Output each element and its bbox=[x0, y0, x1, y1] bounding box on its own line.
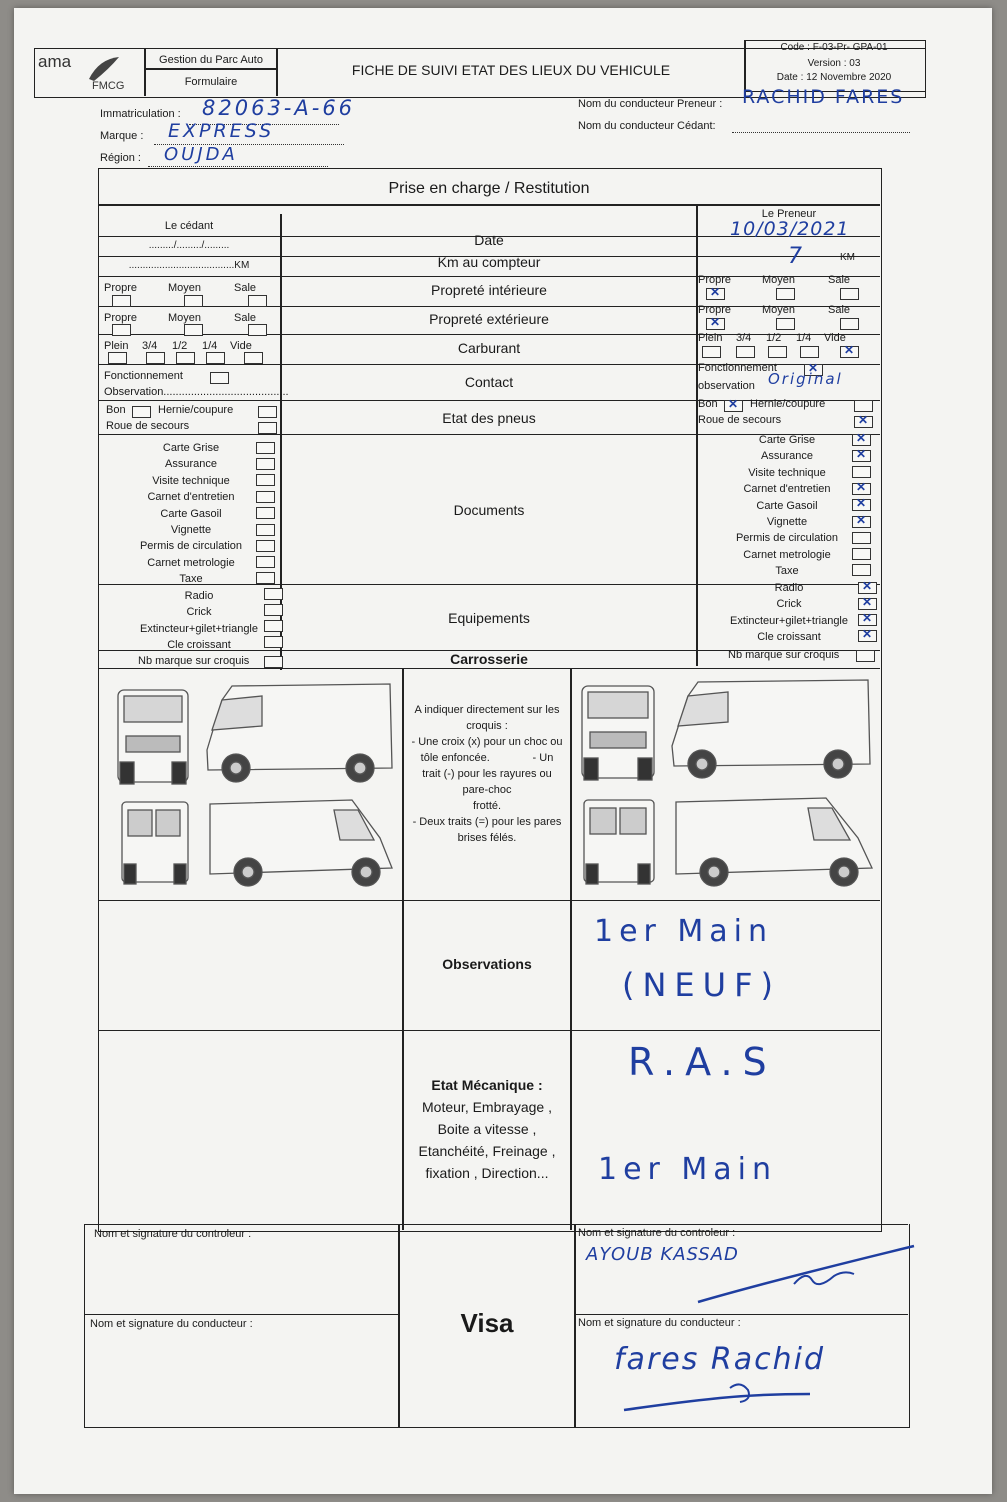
preneur-equip-item: Cle croissant bbox=[757, 631, 821, 644]
gestion-label: Gestion du Parc Auto bbox=[159, 54, 263, 66]
row-mecanique bbox=[404, 1074, 570, 1184]
cedant-ext-sale-checkbox[interactable] bbox=[248, 324, 267, 336]
preneur-fuel-plein-checkbox[interactable] bbox=[702, 346, 721, 358]
cedant-equip-checkbox[interactable] bbox=[264, 620, 283, 632]
preneur-fuel-14-label: 1/4 bbox=[796, 332, 812, 344]
preneur-ext-sale-checkbox[interactable] bbox=[840, 318, 859, 330]
cedant-doc-item: Carte Grise bbox=[162, 442, 220, 454]
preneur-fuel-plein-label: Plein bbox=[698, 332, 723, 344]
preneur-nb-marque-label: Nb marque sur croquis bbox=[728, 649, 840, 661]
cedant-ext-sale-label: Sale bbox=[234, 312, 257, 324]
preneur-equip-checkbox[interactable] bbox=[858, 614, 877, 626]
cedant-doc-checkbox[interactable] bbox=[256, 491, 275, 503]
row-observations: Observations bbox=[442, 956, 532, 972]
cedant-int-moyen-checkbox[interactable] bbox=[184, 295, 203, 307]
preneur-doc-checkbox[interactable] bbox=[852, 516, 871, 528]
preneur-int-moyen-label: Moyen bbox=[762, 274, 796, 286]
mecanique-line: Etanchéité, Freinage , bbox=[418, 1143, 556, 1159]
controleur-signature-stroke-icon bbox=[694, 1240, 924, 1310]
preneur-equip-checkbox[interactable] bbox=[858, 630, 877, 642]
preneur-controleur-label: Nom et signature du controleur : bbox=[578, 1227, 736, 1239]
cedant-fuel-14-checkbox[interactable] bbox=[206, 352, 225, 364]
marque-value: EXPRESS bbox=[168, 120, 275, 142]
preneur-fuel-14-checkbox[interactable] bbox=[800, 346, 819, 358]
row-carburant: Carburant bbox=[457, 340, 521, 356]
preneur-mecanique-line2[interactable]: 1er Main bbox=[598, 1152, 778, 1187]
row-equipements: Equipements bbox=[448, 610, 530, 626]
mecanique-title: Etat Mécanique : bbox=[431, 1077, 543, 1093]
cedant-doc-checkbox[interactable] bbox=[256, 572, 275, 584]
cedant-int-propre-checkbox[interactable] bbox=[112, 295, 131, 307]
cedant-fuel-14-label: 1/4 bbox=[202, 340, 218, 352]
cedant-header: Le cédant bbox=[164, 220, 214, 232]
preneur-fuel-vide-label: Vide bbox=[824, 332, 846, 344]
croquis-note-line: - Deux traits (=) pour les pares bbox=[412, 816, 562, 828]
form-date: Date : 12 Novembre 2020 bbox=[776, 72, 892, 83]
croquis-note-line: frotté. bbox=[472, 800, 502, 812]
cedant-fonctionnement-label: Fonctionnement bbox=[104, 370, 183, 382]
preneur-equip-item: Crick bbox=[776, 598, 802, 611]
cedant-doc-checkbox[interactable] bbox=[256, 442, 275, 454]
logo-sub: FMCG bbox=[92, 80, 125, 92]
preneur-int-sale-checkbox[interactable] bbox=[840, 288, 859, 300]
cedant-controleur-label: Nom et signature du controleur : bbox=[94, 1228, 252, 1240]
row-carrosserie: Carrosserie bbox=[450, 651, 528, 667]
form-sheet bbox=[14, 8, 992, 1494]
row-prop-ext: Propreté extérieure bbox=[429, 311, 549, 327]
cedant-doc-item: Carnet d'entretien bbox=[147, 491, 235, 504]
preneur-equip-item: Radio bbox=[774, 582, 804, 594]
croquis-note-line: croquis : bbox=[466, 720, 508, 732]
immat-value: 82063-A-66 bbox=[202, 96, 356, 120]
preneur-doc-checkbox[interactable] bbox=[852, 450, 871, 462]
cedant-fuel-vide-label: Vide bbox=[230, 340, 252, 352]
croquis-note-line: - Une croix (x) pour un choc ou bbox=[411, 736, 563, 748]
preneur-conducteur-signature[interactable]: fares Rachid bbox=[614, 1342, 826, 1377]
preneur-observation-label: observation bbox=[698, 380, 755, 392]
preneur-fuel-34-checkbox[interactable] bbox=[736, 346, 755, 358]
row-contact: Contact bbox=[464, 374, 514, 390]
row-km: Km au compteur bbox=[437, 254, 541, 270]
preneur-conducteur-label: Nom et signature du conducteur : bbox=[578, 1317, 741, 1329]
cedant-doc-checkbox[interactable] bbox=[256, 507, 275, 519]
company-logo bbox=[36, 50, 142, 94]
croquis-note bbox=[404, 702, 570, 846]
cedant-doc-checkbox[interactable] bbox=[256, 474, 275, 486]
row-pneus: Etat des pneus bbox=[442, 410, 536, 426]
cedant-doc-item: Visite technique bbox=[152, 474, 230, 487]
page-title: FICHE DE SUIVI ETAT DES LIEUX DU VEHICULE bbox=[351, 62, 671, 78]
cedant-int-sale-checkbox[interactable] bbox=[248, 295, 267, 307]
cedant-fonctionnement-checkbox[interactable] bbox=[210, 372, 229, 384]
preneur-roue-label: Roue de secours bbox=[698, 414, 782, 426]
row-prop-int: Propreté intérieure bbox=[431, 282, 547, 298]
preneur-bon-label: Bon bbox=[698, 398, 718, 410]
cedant-int-propre-label: Propre bbox=[104, 282, 138, 294]
croquis-note-line: A indiquer directement sur les bbox=[414, 704, 560, 716]
croquis-note-line: tôle enfoncée. - Un bbox=[420, 752, 554, 764]
preneur-doc-item: Permis de circulation bbox=[735, 532, 839, 545]
preneur-value: RACHID FARES bbox=[742, 86, 905, 108]
preneur-nb-marque-checkbox[interactable] bbox=[856, 650, 875, 662]
region-value: OUJDA bbox=[164, 144, 238, 165]
cedant-equip-checkbox[interactable] bbox=[264, 636, 283, 648]
preneur-ext-propre-label: Propre bbox=[698, 304, 732, 316]
preneur-doc-item: Visite technique bbox=[748, 466, 826, 479]
cedant-doc-item: Vignette bbox=[170, 524, 212, 537]
cedant-equip-item: Extincteur+gilet+triangle bbox=[139, 622, 258, 635]
preneur-doc-item: Carnet d'entretien bbox=[743, 483, 831, 496]
preneur-observations-line1[interactable]: 1er Main bbox=[594, 914, 774, 949]
preneur-doc-list bbox=[704, 432, 870, 580]
cedant-equip-item: Crick bbox=[186, 606, 212, 619]
cedant-equip-item: Cle croissant bbox=[167, 639, 231, 652]
preneur-bon-checkbox[interactable] bbox=[724, 400, 743, 412]
preneur-fuel-12-checkbox[interactable] bbox=[768, 346, 787, 358]
preneur-fuel-vide-checkbox[interactable] bbox=[840, 346, 859, 358]
preneur-doc-item: Taxe bbox=[775, 565, 799, 578]
cedant-nb-marque-label: Nb marque sur croquis bbox=[138, 655, 250, 667]
preneur-mecanique-line1[interactable]: R.A.S bbox=[628, 1040, 777, 1084]
table-title: Prise en charge / Restitution bbox=[388, 180, 590, 197]
preneur-header: Le Preneur bbox=[761, 208, 817, 220]
mecanique-line: Boite a vitesse , bbox=[437, 1121, 537, 1137]
cedant-date-field[interactable]: ........./........./......... bbox=[148, 240, 230, 251]
preneur-roue-checkbox[interactable] bbox=[854, 416, 873, 428]
preneur-doc-item: Vignette bbox=[766, 516, 808, 529]
cedant-fuel-plein-label: Plein bbox=[104, 340, 129, 352]
preneur-km-value[interactable]: 7 bbox=[788, 244, 805, 269]
cedant-doc-item: Assurance bbox=[165, 458, 217, 471]
preneur-ext-moyen-checkbox[interactable] bbox=[776, 318, 795, 330]
marque-label: Marque : bbox=[100, 130, 144, 142]
mecanique-line: Moteur, Embrayage , bbox=[422, 1099, 552, 1115]
preneur-doc-checkbox[interactable] bbox=[852, 532, 871, 544]
cedant-ext-propre-checkbox[interactable] bbox=[112, 324, 131, 336]
cedant-roue-checkbox[interactable] bbox=[258, 422, 277, 434]
preneur-observations-line2[interactable]: (NEUF) bbox=[622, 966, 781, 1004]
mecanique-line: fixation , Direction... bbox=[425, 1165, 549, 1181]
cedant-doc-item: Permis de circulation bbox=[139, 540, 243, 553]
preneur-equip-checkbox[interactable] bbox=[858, 582, 877, 594]
preneur-van-sketch-icon bbox=[576, 674, 876, 896]
cedant-doc-checkbox[interactable] bbox=[256, 524, 275, 536]
preneur-doc-item: Carte Gasoil bbox=[756, 499, 818, 512]
preneur-doc-checkbox[interactable] bbox=[852, 466, 871, 478]
cedant-ext-propre-label: Propre bbox=[104, 312, 138, 324]
cedant-int-sale-label: Sale bbox=[234, 282, 257, 294]
cedant-fuel-vide-checkbox[interactable] bbox=[244, 352, 263, 364]
cedant-fuel-34-label: 3/4 bbox=[142, 340, 158, 352]
croquis-note-line: trait (-) pour les rayures ou bbox=[422, 768, 552, 780]
preneur-fuel-12-label: 1/2 bbox=[766, 332, 782, 344]
row-documents: Documents bbox=[453, 502, 525, 518]
preneur-controleur-signature[interactable]: AYOUB KASSAD bbox=[586, 1244, 739, 1265]
formulaire-label: Formulaire bbox=[184, 76, 238, 88]
preneur-int-sale-label: Sale bbox=[828, 274, 851, 286]
cedant-ext-moyen-label: Moyen bbox=[168, 312, 202, 324]
cedant-int-moyen-label: Moyen bbox=[168, 282, 202, 294]
preneur-observation-value[interactable]: Original bbox=[768, 370, 843, 388]
preneur-doc-checkbox[interactable] bbox=[852, 483, 871, 495]
cedant-conducteur-label: Nom et signature du conducteur : bbox=[90, 1318, 253, 1330]
cedant-doc-checkbox[interactable] bbox=[256, 458, 275, 470]
cedant-equip-checkbox[interactable] bbox=[264, 588, 283, 600]
visa-label: Visa bbox=[460, 1308, 514, 1338]
row-date: Date bbox=[474, 232, 504, 248]
cedant-doc-item: Carnet metrologie bbox=[147, 556, 235, 569]
preneur-label: Nom du conducteur Preneur : bbox=[578, 98, 723, 110]
preneur-equip-list bbox=[706, 580, 872, 646]
preneur-doc-item: Assurance bbox=[761, 450, 813, 463]
preneur-doc-checkbox[interactable] bbox=[852, 434, 871, 446]
preneur-ext-sale-label: Sale bbox=[828, 304, 851, 316]
cedant-doc-checkbox[interactable] bbox=[256, 540, 275, 552]
preneur-fuel-34-label: 3/4 bbox=[736, 332, 752, 344]
cedant-hernie-label: Hernie/coupure bbox=[158, 404, 234, 416]
cedant-doc-item: Taxe bbox=[179, 573, 203, 586]
preneur-int-propre-checkbox[interactable] bbox=[706, 288, 725, 300]
preneur-int-moyen-checkbox[interactable] bbox=[776, 288, 795, 300]
cedant-hernie-checkbox[interactable] bbox=[258, 406, 277, 418]
form-version: Version : 03 bbox=[807, 58, 861, 69]
preneur-equip-checkbox[interactable] bbox=[858, 598, 877, 610]
cedant-doc-checkbox[interactable] bbox=[256, 556, 275, 568]
preneur-doc-checkbox[interactable] bbox=[852, 564, 871, 576]
cedant-fuel-12-checkbox[interactable] bbox=[176, 352, 195, 364]
cedant-equip-item: Radio bbox=[184, 590, 214, 602]
cedant-doc-list bbox=[110, 440, 272, 588]
preneur-date-value[interactable]: 10/03/2021 bbox=[730, 218, 850, 240]
preneur-equip-item: Extincteur+gilet+triangle bbox=[729, 614, 848, 627]
preneur-int-propre-label: Propre bbox=[698, 274, 732, 286]
conducteur-signature-stroke-icon bbox=[620, 1378, 820, 1418]
preneur-doc-checkbox[interactable] bbox=[852, 548, 871, 560]
cedant-label: Nom du conducteur Cédant: bbox=[578, 120, 716, 132]
cedant-bon-label: Bon bbox=[106, 404, 126, 416]
croquis-note-line: brises félés. bbox=[457, 832, 517, 844]
cedant-equip-checkbox[interactable] bbox=[264, 604, 283, 616]
region-label: Région : bbox=[100, 152, 141, 164]
cedant-fuel-34-checkbox[interactable] bbox=[146, 352, 165, 364]
cedant-roue-label: Roue de secours bbox=[106, 420, 190, 432]
cedant-van-sketch-icon bbox=[112, 680, 397, 892]
cedant-observation-field[interactable]: Observation......................................... bbox=[104, 386, 289, 398]
preneur-km-unit: KM bbox=[840, 252, 855, 263]
cedant-nb-marque-checkbox[interactable] bbox=[264, 656, 283, 668]
cedant-ext-moyen-checkbox[interactable] bbox=[184, 324, 203, 336]
preneur-fonctionnement-label: Fonctionnement bbox=[698, 362, 777, 374]
cedant-km-field[interactable]: ......................................KM bbox=[128, 260, 250, 271]
form-code: Code : F-03-Pr- GPA-01 bbox=[780, 42, 888, 53]
logo-text: ama bbox=[38, 52, 72, 71]
croquis-note-line: pare-choc bbox=[462, 784, 512, 796]
preneur-doc-item: Carte Grise bbox=[758, 434, 816, 446]
preneur-doc-item: Carnet metrologie bbox=[743, 548, 831, 561]
preneur-doc-checkbox[interactable] bbox=[852, 499, 871, 511]
cedant-equip-list bbox=[124, 588, 274, 654]
preneur-hernie-label: Hernie/coupure bbox=[750, 398, 826, 410]
cedant-fuel-12-label: 1/2 bbox=[172, 340, 188, 352]
cedant-bon-checkbox[interactable] bbox=[132, 406, 151, 418]
cedant-doc-item: Carte Gasoil bbox=[160, 507, 222, 520]
preneur-ext-moyen-label: Moyen bbox=[762, 304, 796, 316]
preneur-hernie-checkbox[interactable] bbox=[854, 400, 873, 412]
cedant-fuel-plein-checkbox[interactable] bbox=[108, 352, 127, 364]
preneur-ext-propre-checkbox[interactable] bbox=[706, 318, 725, 330]
immat-label: Immatriculation : bbox=[100, 108, 181, 120]
